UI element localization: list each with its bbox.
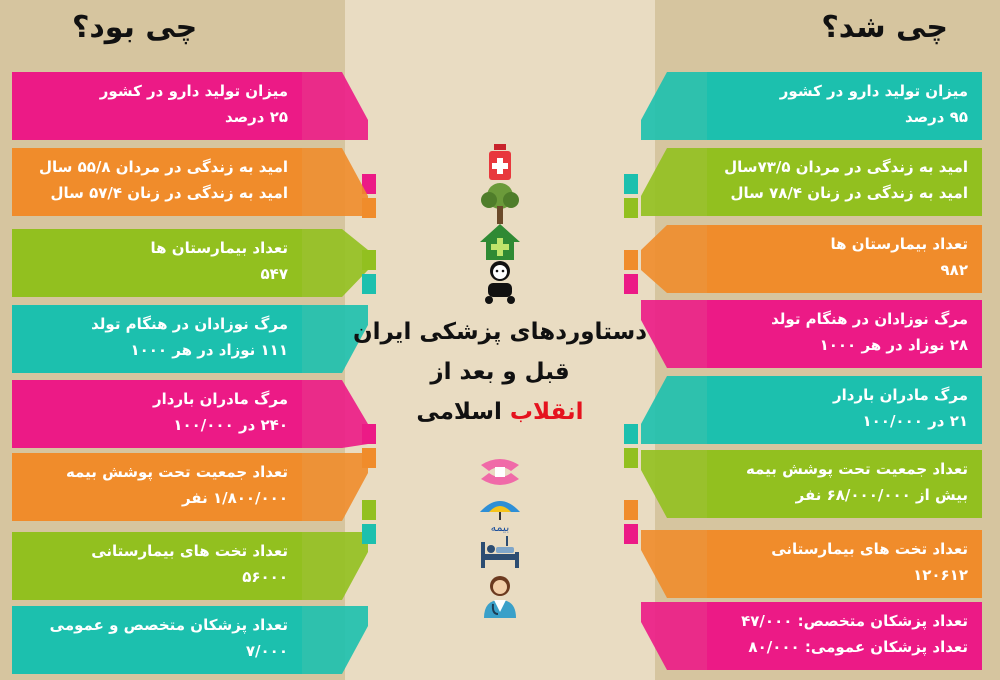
- stat-value: ۵۶۰۰۰: [242, 568, 288, 586]
- left-stat-box: [12, 453, 302, 521]
- stat-value: ۲۸ نوزاد در هر ۱۰۰۰: [819, 336, 968, 354]
- right-stat-tab: [624, 198, 638, 218]
- right-stat-box: [707, 72, 982, 140]
- left-stat-box: [12, 148, 302, 216]
- left-stat-box: [12, 229, 302, 297]
- left-stat-connector: [302, 148, 368, 216]
- stat-label: مرگ نوزادان در هنگام تولد: [91, 315, 288, 333]
- left-stat-connector: [302, 606, 368, 674]
- stat-value: تعداد پزشکان عمومی: ۸۰/۰۰۰: [748, 638, 968, 656]
- stat-value: ۷/۰۰۰: [245, 642, 288, 660]
- stat-value: ۱۲۰۶۱۲: [913, 566, 968, 584]
- stat-value: ۵۴۷: [260, 265, 288, 283]
- left-stat-connector: [302, 72, 368, 140]
- stat-value: امید به زندگی در زنان ۷۸/۴ سال: [730, 184, 968, 202]
- stat-label: تعداد پزشکان متخصص: ۴۷/۰۰۰: [741, 612, 968, 630]
- left-stat-row: [0, 453, 380, 521]
- heading-after: چی شد؟: [821, 10, 948, 45]
- title-line-3: [330, 392, 670, 432]
- stat-label: تعداد پزشکان متخصص و عمومی: [49, 616, 288, 634]
- left-stat-connector: [302, 453, 368, 521]
- stat-label: تعداد تخت های بیمارستانی: [91, 542, 288, 560]
- right-stat-row: [620, 225, 1000, 293]
- stat-value: بیش از ۶۸/۰۰۰/۰۰۰ نفر: [795, 486, 968, 504]
- right-stat-row: [620, 72, 1000, 140]
- right-stat-box: [707, 450, 982, 518]
- stat-label: امید به زندگی در مردان ۵۵/۸ سال: [38, 158, 288, 176]
- right-stat-row: [620, 602, 1000, 670]
- left-stat-tab: [362, 274, 376, 294]
- title-line-1: دستاوردهای پزشکی ایران: [352, 319, 647, 345]
- stat-label: امید به زندگی در مردان ۷۳/۵سال: [724, 158, 968, 176]
- left-stat-connector: [302, 229, 368, 297]
- title-accent-word: انقلاب: [509, 399, 584, 425]
- medicine-bottle-icon: [476, 138, 524, 186]
- stat-label: میزان تولید دارو در کشور: [99, 82, 288, 100]
- stat-label: تعداد بیمارستان ها: [830, 235, 968, 253]
- left-stat-row: [0, 72, 380, 140]
- insurance-icon-label: بیمه: [490, 521, 510, 534]
- pregnant-mother-icon: [476, 448, 524, 496]
- left-stat-box: [12, 532, 302, 600]
- right-stat-row: [620, 300, 1000, 368]
- left-stat-tab: [362, 448, 376, 468]
- right-stat-connector: [641, 450, 707, 518]
- right-stat-connector: [641, 225, 707, 293]
- left-stat-box: [12, 72, 302, 140]
- right-stat-box: [707, 300, 982, 368]
- infographic-title: [330, 312, 670, 432]
- stat-label: مرگ مادران باردار: [833, 386, 968, 404]
- right-stat-row: [620, 450, 1000, 518]
- stat-label: تعداد بیمارستان ها: [150, 239, 288, 257]
- stat-value: ۱/۸۰۰/۰۰۰ نفر: [181, 489, 288, 507]
- stat-value: ۹۸۲: [940, 261, 968, 279]
- left-stat-row: [0, 606, 380, 674]
- stat-value: ۹۵ درصد: [904, 108, 968, 126]
- left-stat-tab: [362, 250, 376, 270]
- left-stat-box: [12, 305, 302, 373]
- right-stat-tab: [624, 250, 638, 270]
- left-stat-row: [0, 305, 380, 373]
- left-stat-connector: [302, 532, 368, 600]
- stat-label: تعداد جمعیت تحت پوشش بیمه: [65, 463, 288, 481]
- stat-value: ۲۴۰ در ۱۰۰/۰۰۰: [173, 416, 288, 434]
- right-stat-box: [707, 530, 982, 598]
- left-stat-tab: [362, 198, 376, 218]
- title-rest-word: اسلامی: [416, 399, 510, 425]
- stat-value: ۲۵ درصد: [224, 108, 288, 126]
- right-stat-tab: [624, 274, 638, 294]
- left-stat-box: [12, 606, 302, 674]
- doctor-icon: [476, 572, 524, 620]
- left-stat-box: [12, 380, 302, 448]
- left-stat-row: [0, 148, 380, 216]
- left-stat-row: [0, 532, 380, 600]
- heading-before: چی بود؟: [72, 10, 198, 45]
- title-line-2: قبل و بعد از: [430, 359, 570, 385]
- right-stat-box: [707, 148, 982, 216]
- stat-label: مرگ مادران باردار: [153, 390, 288, 408]
- left-stat-tab: [362, 524, 376, 544]
- left-stat-tab: [362, 500, 376, 520]
- left-stat-row: [0, 229, 380, 297]
- left-stat-row: [0, 380, 380, 448]
- stat-value: ۱۱۱ نوزاد در هر ۱۰۰۰: [130, 341, 288, 359]
- right-stat-box: [707, 376, 982, 444]
- hospital-bed-icon: [476, 528, 524, 576]
- stat-value: ۲۱ در ۱۰۰/۰۰۰: [862, 412, 968, 430]
- right-stat-row: [620, 376, 1000, 444]
- stat-label: تعداد تخت های بیمارستانی: [771, 540, 968, 558]
- right-stat-row: [620, 530, 1000, 598]
- right-stat-tab: [624, 524, 638, 544]
- right-stat-box: [707, 225, 982, 293]
- right-stat-box: [707, 602, 982, 670]
- stat-label: تعداد جمعیت تحت پوشش بیمه: [745, 460, 968, 478]
- right-stat-row: [620, 148, 1000, 216]
- right-stat-connector: [641, 602, 707, 670]
- stat-label: مرگ نوزادان در هنگام تولد: [771, 310, 968, 328]
- right-stat-connector: [641, 72, 707, 140]
- stat-label: میزان تولید دارو در کشور: [779, 82, 968, 100]
- right-stat-tab: [624, 448, 638, 468]
- stat-value: امید به زندگی در زنان ۵۷/۴ سال: [50, 184, 288, 202]
- baby-icon: [476, 258, 524, 306]
- right-stat-tab: [624, 500, 638, 520]
- right-stat-connector: [641, 530, 707, 598]
- right-stat-connector: [641, 148, 707, 216]
